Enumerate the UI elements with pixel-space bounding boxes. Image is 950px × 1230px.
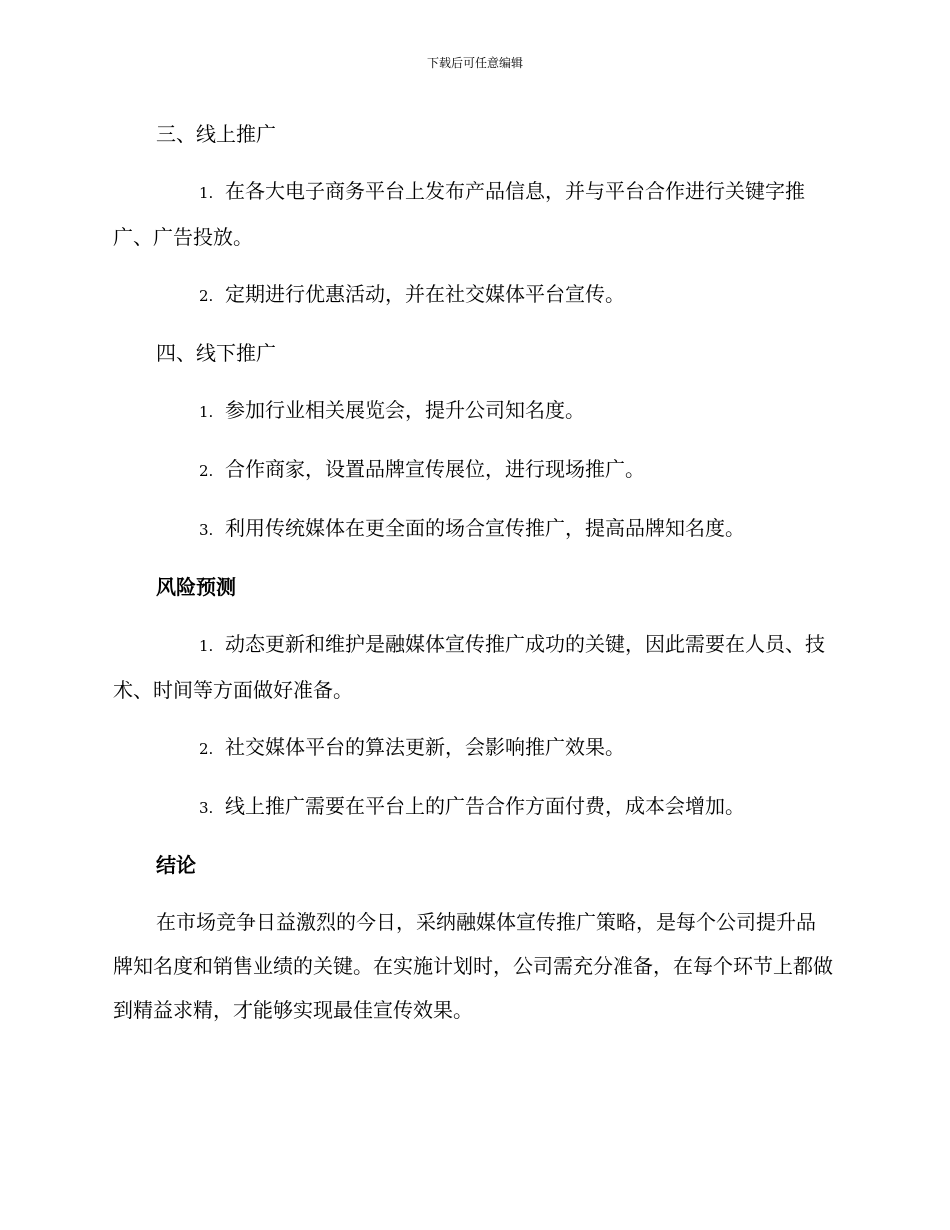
list-item-text: 参加行业相关展览会，提升公司知名度。 — [225, 398, 585, 422]
list-item-text: 线上推广需要在平台上的广告合作方面付费，成本会增加。 — [225, 794, 745, 818]
list-number: 3. — [199, 521, 214, 539]
section-title-online: 三、线上推广 — [156, 122, 276, 146]
list-number: 1. — [199, 184, 214, 202]
list-item — [113, 447, 833, 493]
conclusion-paragraph: 在市场竞争日益激烈的今日，采纳融媒体宣传推广策略，是每个公司提升品牌知名度和销售业绩的关键。在实施计划时，公司需充分准备，在每个环节上都做到精益求精，才能够实现最佳宣传效果。 — [113, 910, 833, 1022]
list-number: 1. — [199, 637, 214, 655]
list-item — [113, 506, 833, 552]
list-number: 2. — [199, 740, 214, 758]
section-title-conclusion: 结论 — [156, 853, 196, 877]
section-title-risk: 风险预测 — [156, 575, 236, 599]
list-item — [113, 725, 833, 771]
list-number: 2. — [199, 462, 214, 480]
list-item-text: 合作商家，设置品牌宣传展位，进行现场推广。 — [225, 457, 645, 481]
list-number: 2. — [199, 287, 214, 305]
list-item-text: 在各大电子商务平台上发布产品信息，并与平台合作进行关键字推广、广告投放。 — [113, 179, 805, 249]
list-item-text: 定期进行优惠活动，并在社交媒体平台宣传。 — [225, 282, 625, 306]
list-number: 3. — [199, 799, 214, 817]
list-item-text: 社交媒体平台的算法更新，会影响推广效果。 — [225, 735, 625, 759]
list-item-text: 利用传统媒体在更全面的场合宣传推广，提高品牌知名度。 — [225, 516, 745, 540]
page-header: 下载后可任意编辑 — [426, 56, 523, 70]
list-item — [113, 622, 833, 712]
list-number: 1. — [199, 403, 214, 421]
list-item — [113, 388, 833, 434]
document-body — [113, 112, 833, 1045]
list-item-text: 动态更新和维护是融媒体宣传推广成功的关键，因此需要在人员、技术、时间等方面做好准备。 — [113, 632, 825, 702]
list-item — [113, 272, 833, 318]
section-title-offline: 四、线下推广 — [156, 341, 276, 365]
list-item — [113, 169, 833, 259]
list-item — [113, 784, 833, 830]
